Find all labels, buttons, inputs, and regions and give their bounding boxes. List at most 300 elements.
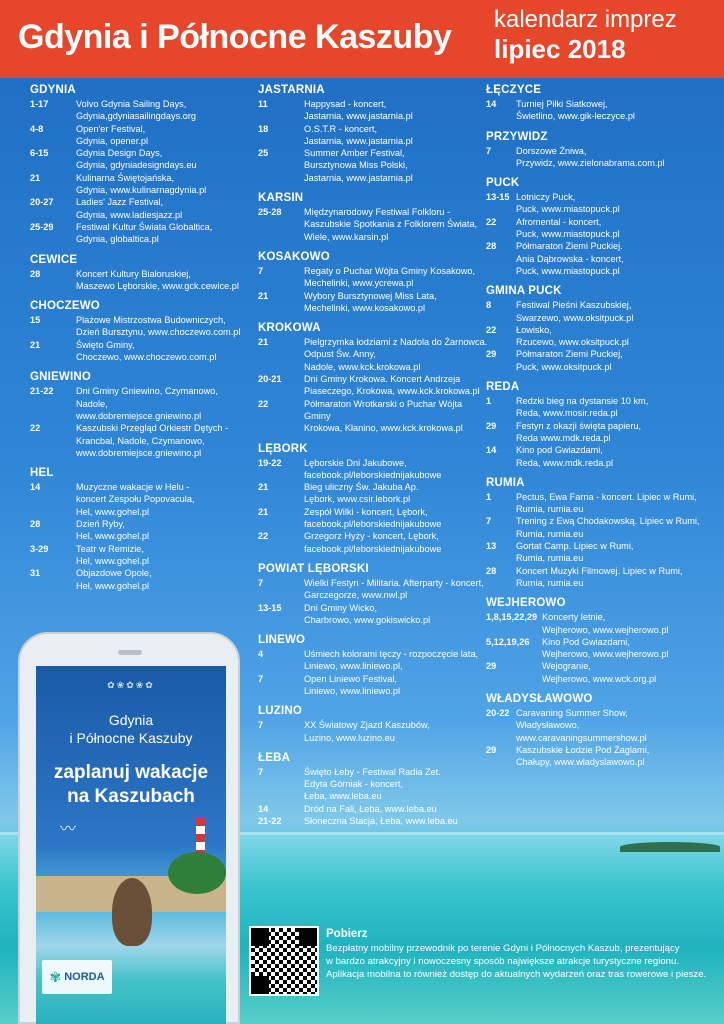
phone-screen: [36, 666, 226, 1024]
event-line: facebook.pl/leborskiednijakubowe: [304, 519, 442, 530]
event-description: [76, 147, 252, 172]
event-date: 7: [258, 265, 264, 276]
event-row: [258, 673, 488, 698]
event-date: 22: [30, 423, 41, 434]
event-description: [304, 373, 488, 398]
event-line: Piaseczego, Krokowa, www.kck.krokowa.pl: [304, 386, 480, 397]
event-row: [258, 481, 488, 506]
event-description: [516, 540, 718, 565]
event-line: Reda, www.mosir.reda.pl: [516, 408, 618, 419]
event-date: 7: [258, 673, 264, 684]
subtitle-calendar: kalendarz imprez: [494, 6, 677, 33]
event-line: Dorszowe Żniwa,: [516, 145, 587, 156]
event-row: [486, 611, 718, 636]
event-line: Objazdowe Opole,: [76, 568, 152, 579]
event-line: koncert Zespołu Popovacula,: [76, 494, 195, 505]
event-line: Wejherowo, www.wejherowo.pl: [542, 624, 669, 635]
event-date: 1-17: [30, 99, 49, 109]
event-row: [486, 395, 718, 420]
event-line: Gdynia,gdyniasailingdays.org: [76, 111, 197, 122]
event-date: 21-22: [30, 386, 54, 397]
event-row: [30, 518, 252, 543]
event-line: Święto Łeby - Festiwal Radia Zet.: [304, 766, 441, 777]
section-title: POWIAT LĘBORSKI: [258, 562, 369, 575]
norda-logo-text: NORDA: [64, 971, 105, 983]
event-line: Festiwal Kultur Świata Globaltica,: [76, 221, 213, 232]
event-line: Lębork, www.csir.lebork.pl: [304, 494, 411, 505]
event-line: Kino Pod Gwiazdami,: [542, 636, 630, 647]
event-line: Mechelinki, www.ycrewa.pl: [304, 278, 414, 289]
event-row: [486, 216, 718, 241]
event-date: 29: [486, 661, 497, 672]
section-title: LĘBORK: [258, 442, 308, 455]
event-line: Choczewo, www.choczewo.com.pl: [76, 352, 217, 363]
event-line: Kulinarna Świętojańska,: [76, 172, 175, 183]
event-date: 1: [486, 396, 492, 407]
event-row: [258, 147, 488, 184]
event-description: [76, 221, 252, 246]
event-description: [304, 766, 488, 803]
event-line: Luzino, www.luzino.eu: [304, 732, 395, 743]
promo-line: Bezpłatny mobilny przewodnik po terenie Gdyni i Północnych Kaszub, prezentujący: [326, 943, 680, 954]
app-headline-line1: zaplanuj wakacje: [53, 762, 209, 783]
event-row: [486, 420, 718, 445]
event-row: [486, 744, 718, 769]
qr-code[interactable]: [249, 926, 319, 996]
event-line: Wybory Bursztynowej Miss Lata,: [304, 290, 437, 301]
event-row: [30, 314, 252, 339]
section-title: WŁADYSŁAWOWO: [486, 692, 593, 705]
event-row: [30, 196, 252, 221]
event-row: [486, 707, 718, 744]
event-date: 19-22: [258, 457, 282, 468]
event-date: 29: [486, 349, 497, 360]
event-row: [486, 636, 718, 661]
event-line: Gdynia, gdyniadesigndays.eu: [76, 160, 197, 171]
event-description: [76, 518, 252, 543]
event-description: [304, 577, 488, 602]
event-date: 29: [486, 420, 497, 431]
section-title: GMINA PUCK: [486, 285, 562, 298]
event-date: 21: [30, 172, 41, 183]
event-line: Turniej Piłki Siatkowej,: [516, 99, 608, 109]
event-line: Jastarnia, www.jastarnia.pl: [304, 111, 413, 122]
event-date: 28: [30, 268, 41, 279]
event-line: Półmaraton Ziemi Puckiej,: [516, 349, 623, 360]
section-title: CEWICE: [30, 253, 78, 266]
event-description: [304, 265, 488, 290]
event-description: [542, 611, 718, 636]
events-column-1: [30, 82, 252, 598]
event-date: 3-29: [30, 543, 49, 554]
event-description: [76, 422, 252, 459]
event-date: 14: [30, 482, 41, 493]
event-description: [304, 815, 488, 827]
section-title: HEL: [30, 467, 54, 480]
app-brand-line1: Gdynia: [108, 712, 154, 728]
event-line: Dni Gminy Wicko,: [304, 602, 377, 613]
event-line: Wiele, www.karsin.pl: [304, 231, 389, 242]
event-line: Teatr w Remizie,: [76, 543, 144, 554]
event-row: [30, 147, 252, 172]
event-line: Gdynia, www.kulinarnagdynia.pl: [76, 185, 207, 196]
section-title: CHOCZEWO: [30, 300, 100, 313]
event-row: [30, 385, 252, 422]
event-line: Redzki bieg na dystansie 10 km,: [516, 396, 649, 407]
seal-icon: [112, 878, 152, 946]
section-hel: [30, 465, 252, 592]
promo-title: Pobierz: [326, 928, 368, 940]
event-description: [516, 515, 718, 540]
event-line: Krancbal, Nadole, Czymanowo,: [76, 435, 205, 446]
event-description: [516, 299, 718, 324]
seagull-icon: 〰: [60, 821, 77, 838]
event-description: [304, 206, 488, 243]
event-line: Plażowe Mistrzostwa Budowniczych,: [76, 315, 226, 326]
event-line: Jastarnia, www.jastarnia.pl: [304, 135, 413, 146]
event-description: [516, 444, 718, 469]
event-row: [30, 339, 252, 364]
norda-logo: [42, 960, 112, 994]
event-date: 5,12,19,26: [486, 636, 530, 647]
event-date: 28: [30, 519, 41, 530]
event-description: [516, 565, 718, 590]
event-date: 7: [486, 145, 492, 156]
event-line: www.dobremiejsce.gniewino.pl: [76, 410, 202, 421]
event-line: Gdynia, www.ladiesjazz.pl: [76, 209, 183, 220]
event-row: [486, 444, 718, 469]
event-line: Garczegorze, www.nwl.pl: [304, 590, 408, 601]
event-date: 8: [486, 300, 492, 311]
event-date: 28: [486, 241, 497, 252]
section-title: ŁEBA: [258, 751, 291, 764]
event-line: Pielgrzymka łodziami z Nadola do Żarnowca.: [304, 337, 488, 348]
section-rumia: [486, 475, 718, 589]
event-date: 6-15: [30, 148, 49, 159]
event-line: Liniewo, www.liniewo.pl: [304, 685, 401, 696]
section-gdynia: [30, 82, 252, 246]
event-line: Koncerty letnie,: [542, 612, 606, 623]
event-date: 21: [258, 290, 269, 301]
event-description: [516, 240, 718, 277]
event-row: [258, 602, 488, 627]
events-column-2: [258, 82, 488, 833]
event-line: Uśmiech kolorami tęczy - rozpoczęcie lata,: [304, 649, 479, 660]
event-line: Ladies' Jazz Festival,: [76, 197, 164, 208]
section-title: REDA: [486, 381, 520, 394]
event-line: Open Liniewo Festival,: [304, 673, 397, 684]
event-row: [258, 265, 488, 290]
event-description: [304, 648, 488, 673]
event-date: 4: [258, 649, 264, 660]
event-row: [486, 98, 718, 123]
event-description: [76, 567, 252, 592]
folk-ornament-icon: ✿❀✿❀✿: [107, 680, 155, 690]
event-row: [486, 540, 718, 565]
event-date: 18: [258, 123, 269, 134]
event-row: [258, 206, 488, 243]
page-title: Gdynia i Północne Kaszuby: [18, 18, 452, 56]
event-description: [516, 216, 718, 241]
event-line: Rumia, rumia.eu: [516, 504, 584, 515]
section-wejherowo: [486, 595, 718, 685]
event-line: Wielki Festyn - Militaria. Afterparty - koncert,: [304, 577, 484, 588]
event-row: [486, 348, 718, 373]
event-row: [258, 719, 488, 744]
event-date: 1,8,15,22,29: [486, 612, 538, 623]
event-line: Łeba, www.leba.eu: [304, 791, 382, 802]
section-title: JASTARNIA: [258, 84, 325, 96]
event-line: Łowisko,: [516, 324, 552, 335]
event-date: 7: [258, 766, 264, 777]
section-kosakowo: [258, 249, 488, 314]
event-line: Władysławowo,: [516, 720, 580, 731]
event-description: [304, 336, 488, 373]
event-description: [76, 98, 252, 123]
event-description: [304, 530, 488, 555]
section-przywidz: [486, 129, 718, 170]
event-date: 13-15: [258, 602, 282, 613]
event-date: 21-22: [258, 816, 282, 827]
event-line: Kaszubskie Spotkania z Folklorem Świata,: [304, 219, 478, 230]
section-krokowa: [258, 320, 488, 434]
event-row: [30, 123, 252, 148]
event-row: [486, 515, 718, 540]
event-line: Mechelinki, www.kosakowo.pl: [304, 302, 426, 313]
event-line: Wejherowo, www.wck.org.pl: [542, 673, 657, 684]
event-date: 25-28: [258, 207, 282, 218]
event-line: Dzień Ryby,: [76, 519, 125, 530]
event-line: Bursztynowa Miss Polski,: [304, 160, 408, 171]
event-description: [516, 324, 718, 349]
event-date: 20-22: [486, 707, 510, 718]
event-line: Kaszubski Przegląd Orkiestr Dętych -: [76, 423, 229, 434]
event-line: Trening z Ewą Chodakowską. Lipiec w Rumi,: [516, 516, 700, 527]
event-description: [516, 744, 718, 769]
event-line: facebook.pl/leborskiednijakubowe: [304, 543, 442, 554]
event-line: Hel, www.gohel.pl: [76, 555, 150, 566]
event-description: [76, 172, 252, 197]
event-date: 1: [486, 491, 492, 502]
event-description: [516, 707, 718, 744]
event-date: 31: [30, 568, 41, 579]
event-line: Wejherowo, www.wejherowo.pl: [542, 649, 669, 660]
event-line: Przywidz, www.zielonabrama.com.pl: [516, 157, 665, 168]
event-line: Bieg uliczny Św. Jakuba Ap.: [304, 482, 419, 493]
event-line: Grzegorz Hyży - koncert, Lębork,: [304, 531, 439, 542]
event-description: [76, 481, 252, 518]
section-title: RUMIA: [486, 476, 525, 489]
event-row: [486, 145, 718, 170]
section-puck: [486, 175, 718, 277]
event-description: [76, 339, 252, 364]
event-line: Festiwal Pieśni Kaszubskiej,: [516, 300, 632, 311]
event-line: www.caravaningsummershow.pl: [516, 732, 647, 743]
event-row: [258, 398, 488, 435]
section-title: WEJHEROWO: [486, 597, 566, 610]
event-date: 29: [486, 744, 497, 755]
event-line: Słoneczna Stacja, Łeba, www.leba.eu: [304, 816, 458, 827]
event-row: [30, 98, 252, 123]
event-date: 7: [258, 577, 264, 588]
event-description: [304, 98, 488, 123]
section-reda: [486, 379, 718, 469]
event-row: [258, 123, 488, 148]
event-row: [30, 422, 252, 459]
event-description: [516, 191, 718, 216]
event-description: [516, 395, 718, 420]
distant-island: [620, 842, 720, 852]
section-title: LUZINO: [258, 705, 302, 718]
promo-line: w bardzo atrakcyjny i nowoczesny sposób największe atrakcje turystyczne regionu.: [326, 956, 680, 967]
event-date: 22: [258, 531, 269, 542]
event-line: Gortat Camp. Lipiec w Rumi,: [516, 541, 634, 552]
event-description: [76, 314, 252, 339]
event-row: [258, 336, 488, 373]
event-row: [486, 240, 718, 277]
promo-line: Aplikacja mobilna to również dostęp do aktualnych wydarzeń oraz tras rowerowe i piesze.: [326, 969, 707, 980]
section-luzino: [258, 703, 488, 744]
section-cewice: [30, 252, 252, 293]
event-line: Lęborskie Dni Jakubowe,: [304, 457, 407, 468]
event-date: 21: [258, 337, 269, 348]
event-row: [30, 221, 252, 246]
event-date: 21: [30, 339, 41, 350]
event-line: Świetlino, www.gik-leczyce.pl: [516, 111, 635, 122]
section-title: GNIEWINO: [30, 371, 92, 384]
event-line: Rumia, rumia.eu: [516, 553, 584, 564]
event-row: [258, 803, 488, 815]
event-line: Koncert Muzyki Filmowej. Lipiec w Rumi,: [516, 565, 683, 576]
event-row: [486, 491, 718, 516]
event-line: Liniewo, www.liniewo.pl,: [304, 661, 403, 672]
event-line: Kaszubskie Łodzie Pod Żaglami,: [516, 744, 650, 755]
event-line: Puck, www.oksitpuck.pl: [516, 361, 612, 372]
event-row: [258, 506, 488, 531]
event-description: [76, 123, 252, 148]
event-line: Gdynia Design Days,: [76, 148, 163, 159]
event-line: Koncert Kultury Białoruskiej,: [76, 268, 191, 279]
event-line: Pectus, Ewa Farna - koncert. Lipiec w Rumi,: [516, 491, 697, 502]
event-line: Rumia, rumia.eu: [516, 577, 584, 588]
event-line: Caravaning Summer Show,: [516, 707, 628, 718]
event-date: 14: [258, 803, 269, 814]
event-description: [304, 481, 488, 506]
event-line: Charbrowo, www.gokiswicko.pl: [304, 614, 431, 625]
section-jastarnia: [258, 82, 488, 184]
section-linewo: [258, 632, 488, 697]
event-line: Volvo Gdynia Sailing Days,: [76, 99, 187, 109]
event-row: [486, 660, 718, 685]
event-description: [304, 719, 488, 744]
header-banner: [0, 0, 724, 78]
event-description: [304, 506, 488, 531]
event-line: Edyta Górniak - koncert,: [304, 779, 404, 790]
app-brand-line2: i Północne Kaszuby: [69, 730, 193, 746]
event-line: O.S.T.R - koncert,: [304, 123, 378, 134]
event-row: [30, 172, 252, 197]
event-line: XX Światowy Zjazd Kaszubów,: [304, 720, 430, 731]
event-description: [76, 385, 252, 422]
event-row: [258, 815, 488, 827]
event-line: Chałupy, www.wladyslawowo.pl: [516, 757, 645, 768]
event-row: [258, 530, 488, 555]
event-row: [486, 324, 718, 349]
qr-code-pattern: [251, 928, 317, 994]
event-line: Odpust Św. Anny,: [304, 349, 376, 360]
event-line: Święto Gminy,: [76, 339, 135, 350]
event-description: [76, 196, 252, 221]
event-line: Ania Dąbrowska - koncert,: [516, 253, 624, 264]
promo-text: [326, 942, 718, 981]
event-description: [304, 673, 488, 698]
event-line: Dród na Fali, Łeba, www.leba.eu: [304, 803, 437, 814]
event-line: Nadole, www.kck.krokowa.pl: [304, 361, 421, 372]
section-gmina-puck: [486, 283, 718, 373]
event-date: 22: [486, 216, 497, 227]
event-description: [516, 145, 718, 170]
event-description: [304, 290, 488, 315]
event-line: Reda www.mdk.reda.pl: [516, 432, 611, 443]
event-line: Półmaraton Wrotkarski o Puchar Wójta Gminy: [304, 398, 463, 421]
section-łęczyce: [486, 82, 718, 123]
event-date: 21: [258, 482, 269, 493]
event-date: 20-21: [258, 374, 282, 385]
event-row: [30, 481, 252, 518]
section-gniewino: [30, 369, 252, 459]
event-description: [304, 398, 488, 435]
event-description: [304, 803, 488, 815]
section-choczewo: [30, 298, 252, 363]
section-karsin: [258, 190, 488, 243]
section-title: LINEWO: [258, 634, 306, 647]
event-description: [304, 123, 488, 148]
event-description: [304, 602, 488, 627]
event-row: [30, 268, 252, 293]
event-line: Gdynia, opener.pl: [76, 135, 149, 146]
event-line: Gdynia, globaltica.pl: [76, 234, 159, 245]
event-line: Hel, www.gohel.pl: [76, 580, 150, 591]
event-line: Jastarnia, www.jastarnia.pl: [304, 172, 413, 183]
event-line: Festyn z okazji święta papieru,: [516, 420, 642, 431]
event-date: 15: [30, 315, 41, 326]
event-line: Dni Gminy Krokowa. Koncert Andrzeja: [304, 374, 461, 385]
section-title: KARSIN: [258, 192, 304, 205]
event-date: 4-8: [30, 123, 44, 134]
event-line: Maszewo Lęborskie, www.gck.cewice.pl: [76, 280, 239, 291]
event-row: [486, 565, 718, 590]
event-line: Lotniczy Puck,: [516, 192, 576, 203]
event-line: Zespół Wilki - koncert, Lębork,: [304, 506, 428, 517]
section-powiat-lęborski: [258, 561, 488, 626]
section-title: ŁĘCZYCE: [486, 84, 542, 96]
event-line: Afromental - koncert,: [516, 216, 602, 227]
event-date: 14: [486, 445, 497, 456]
event-line: Muzyczne wakacje w Helu -: [76, 482, 190, 493]
event-line: Kino pod Gwiazdami,: [516, 445, 603, 456]
event-row: [258, 290, 488, 315]
event-line: facebook.pl/leborskiednijakubowe: [304, 469, 442, 480]
event-description: [516, 348, 718, 373]
event-description: [304, 147, 488, 184]
event-line: Regaty o Puchar Wójta Gminy Kosakowo,: [304, 265, 476, 276]
section-title: PUCK: [486, 177, 520, 190]
event-date: 14: [486, 99, 497, 109]
events-column-3: [486, 82, 718, 774]
event-date: 7: [258, 720, 264, 731]
event-row: [486, 299, 718, 324]
event-line: Swarzewo, www.oksitpuck.pl: [516, 312, 634, 323]
